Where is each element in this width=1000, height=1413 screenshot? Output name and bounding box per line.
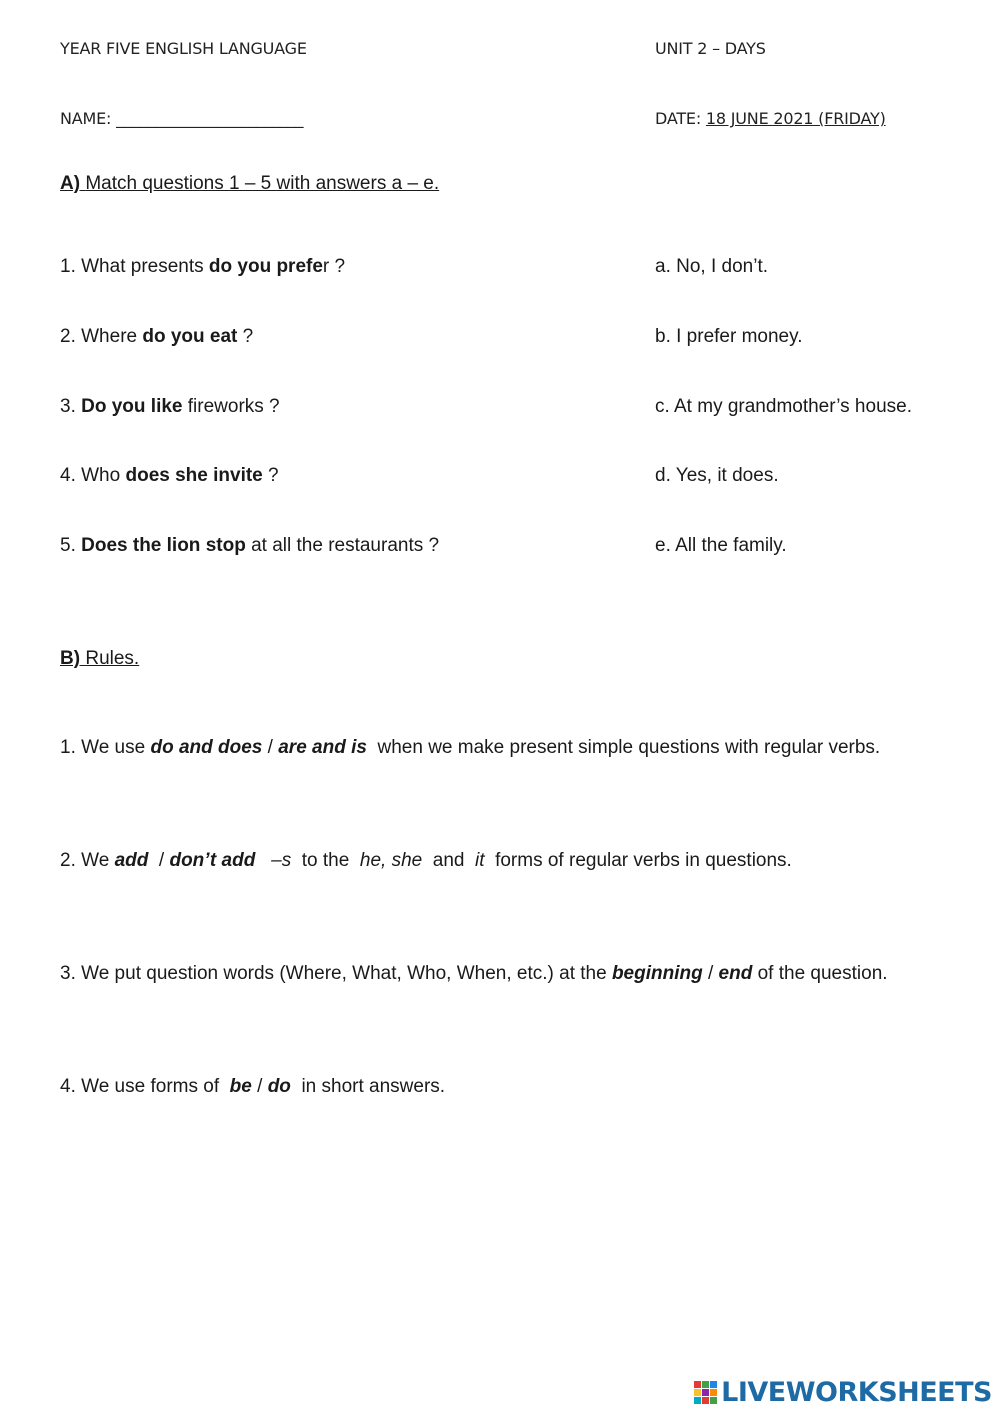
rule-text: and <box>422 850 476 871</box>
section-a-label: A) <box>60 173 81 194</box>
logo-cell <box>694 1381 701 1388</box>
answer-d: d. Yes, it does. <box>655 465 779 486</box>
rule-2 <box>60 850 792 872</box>
section-b-label: B) <box>60 648 81 669</box>
question-rest: fireworks ? <box>182 396 280 417</box>
rule-italic: he, she <box>359 850 423 871</box>
rule-option: be <box>229 1076 252 1097</box>
question-1 <box>60 256 345 278</box>
question-text: 3. <box>60 396 82 417</box>
answer-c: c. At my grandmother’s house. <box>655 396 912 417</box>
question-rest: ? <box>237 326 254 347</box>
question-text: 5. <box>60 535 82 556</box>
logo-cell <box>710 1389 717 1396</box>
name-field <box>60 109 303 128</box>
logo-cell <box>694 1397 701 1404</box>
rule-separator: / <box>262 737 279 758</box>
rule-option: add <box>114 850 149 871</box>
rule-option: do <box>267 1076 291 1097</box>
section-a-instruction: Match questions 1 – 5 with answers a – e. <box>85 173 440 194</box>
answer-a: a. No, I don’t. <box>655 256 769 277</box>
date-value: 18 JUNE 2021 (FRIDAY) <box>705 109 886 128</box>
rule-text: forms of regular verbs in questions. <box>484 850 792 871</box>
rule-option: beginning <box>611 963 703 984</box>
rule-separator: / <box>251 1076 268 1097</box>
rule-text: 4. We use forms of <box>60 1076 230 1097</box>
question-bold: do you eat <box>142 326 238 347</box>
name-label: NAME: <box>60 109 112 128</box>
logo-cell <box>702 1381 709 1388</box>
rule-italic: –s <box>271 850 292 871</box>
worksheet-subject: YEAR FIVE ENGLISH LANGUAGE <box>60 39 307 58</box>
rule-text: 2. We <box>60 850 115 871</box>
name-blank: ________________________ <box>116 109 304 128</box>
rule-option: do and does <box>150 737 263 758</box>
question-5 <box>60 535 439 557</box>
question-bold: do you prefe <box>208 256 323 277</box>
logo-cell <box>710 1381 717 1388</box>
logo-cell <box>710 1397 717 1404</box>
question-3 <box>60 396 280 418</box>
rule-4 <box>60 1076 445 1098</box>
question-rest: r ? <box>322 256 346 277</box>
question-bold: Do you like <box>81 396 183 417</box>
rule-option: don’t add <box>169 850 256 871</box>
rule-text: to the <box>291 850 360 871</box>
question-rest: at all the restaurants ? <box>245 535 440 556</box>
question-2 <box>60 326 253 348</box>
logo-cell <box>702 1397 709 1404</box>
answer-e: e. All the family. <box>655 535 787 556</box>
rule-text: 1. We use <box>60 737 151 758</box>
section-b-heading <box>60 648 139 670</box>
question-text: 1. What presents <box>60 256 209 277</box>
rule-text: when we make present simple questions with regular verbs. <box>366 737 881 758</box>
date-label: DATE: <box>655 109 702 128</box>
rule-text: 3. We put question words (Where, What, Who, When, etc.) at the <box>60 963 612 984</box>
liveworksheets-logo-icon <box>694 1381 717 1404</box>
worksheet-unit: UNIT 2 – DAYS <box>655 39 766 58</box>
rule-separator: / <box>702 963 719 984</box>
question-rest: ? <box>262 465 279 486</box>
question-text: 4. Who <box>60 465 126 486</box>
liveworksheets-logo[interactable] <box>694 1377 992 1408</box>
rule-italic: it <box>475 850 485 871</box>
rule-option: end <box>718 963 753 984</box>
section-b-title: Rules. <box>85 648 140 669</box>
question-bold: does she invite <box>125 465 263 486</box>
logo-cell <box>694 1389 701 1396</box>
date-field <box>655 109 886 128</box>
rule-3 <box>60 963 888 985</box>
rule-separator: / <box>148 850 170 871</box>
question-bold: Does the lion stop <box>81 535 246 556</box>
rule-text: of the question. <box>752 963 888 984</box>
liveworksheets-logo-text: LIVEWORKSHEETS <box>721 1377 992 1408</box>
rule-text <box>255 850 271 871</box>
question-text: 2. Where <box>60 326 143 347</box>
logo-cell <box>702 1389 709 1396</box>
question-4 <box>60 465 279 487</box>
rule-text: in short answers. <box>290 1076 446 1097</box>
section-a-heading <box>60 173 439 195</box>
rule-1 <box>60 737 880 759</box>
rule-option: are and is <box>278 737 367 758</box>
answer-b: b. I prefer money. <box>655 326 803 347</box>
